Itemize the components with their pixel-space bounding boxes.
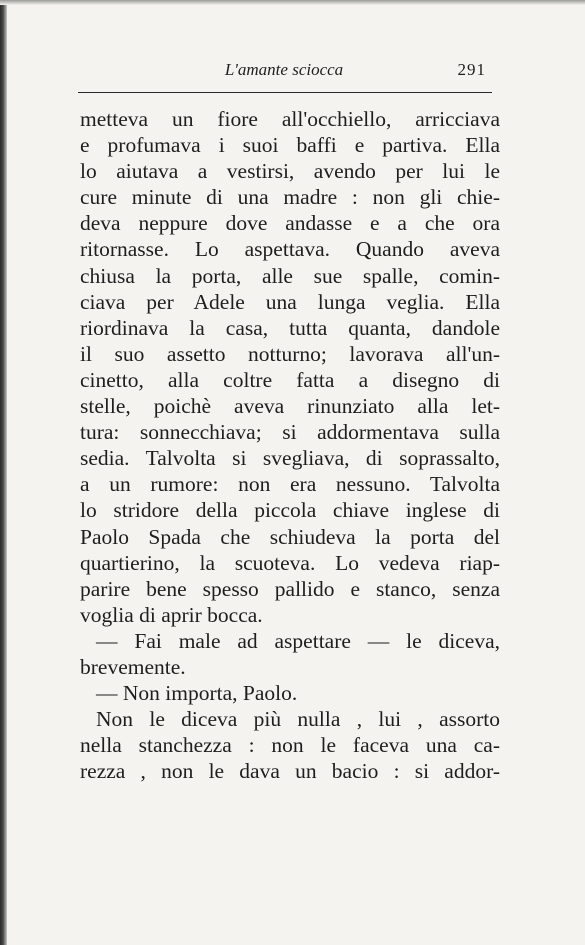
text-line: — Fai male ad aspettare — le diceva,	[96, 628, 500, 653]
text-line: parire bene spesso pallido e stanco, senza	[80, 576, 500, 601]
text-line: ritornasse. Lo aspettava. Quando aveva	[80, 237, 500, 262]
body-text	[80, 106, 500, 784]
text-line: Non le diceva più nulla , lui , assorto	[96, 707, 500, 732]
text-line: voglia di aprir bocca.	[80, 602, 263, 627]
text-line: stelle, poichè aveva rinunziato alla let-	[80, 394, 500, 419]
text-line: brevemente.	[80, 654, 186, 679]
text-line: sedia. Talvolta si svegliava, di soprassalto,	[80, 446, 500, 471]
scan-edge	[0, 0, 7, 945]
text-line: tura: sonnecchiava; si addormentava sulla	[80, 420, 500, 445]
scan-top-shadow	[0, 0, 585, 5]
text-line: ciava per Adele una lunga veglia. Ella	[80, 289, 500, 314]
header-rule	[78, 92, 492, 93]
text-line: nella stanchezza : non le faceva una ca-	[80, 733, 500, 758]
text-line: quartierino, la scuoteva. Lo vedeva riap-	[80, 550, 500, 575]
text-line: cure minute di una madre : non gli chie-	[80, 185, 500, 210]
text-line: e profumava i suoi baffi e partiva. Ella	[80, 133, 500, 158]
text-line: riordinava la casa, tutta quanta, dandole	[80, 315, 500, 340]
text-line: rezza , non le dava un bacio : si addor-	[80, 759, 500, 784]
running-title: L'amante sciocca	[224, 60, 344, 79]
text-line: chiusa la porta, alle sue spalle, comin-	[80, 263, 500, 288]
text-line: cinetto, alla coltre fatta a disegno di	[80, 367, 500, 392]
text-line: deva neppure dove andasse e a che ora	[80, 211, 500, 236]
text-line: — Non importa, Paolo.	[96, 681, 298, 706]
text-line: lo aiutava a vestirsi, avendo per lui le	[80, 159, 500, 184]
text-line: il suo assetto notturno; lavorava all'un-	[80, 341, 500, 366]
text-line: Paolo Spada che schiudeva la porta del	[80, 524, 500, 549]
text-line: lo stridore della piccola chiave inglese di	[80, 498, 500, 523]
text-line: a un rumore: non era nessuno. Talvolta	[80, 472, 500, 497]
text-line: metteva un fiore all'occhiello, arricciava	[80, 107, 500, 131]
page-number: 291	[457, 60, 486, 79]
page-header	[78, 58, 490, 84]
